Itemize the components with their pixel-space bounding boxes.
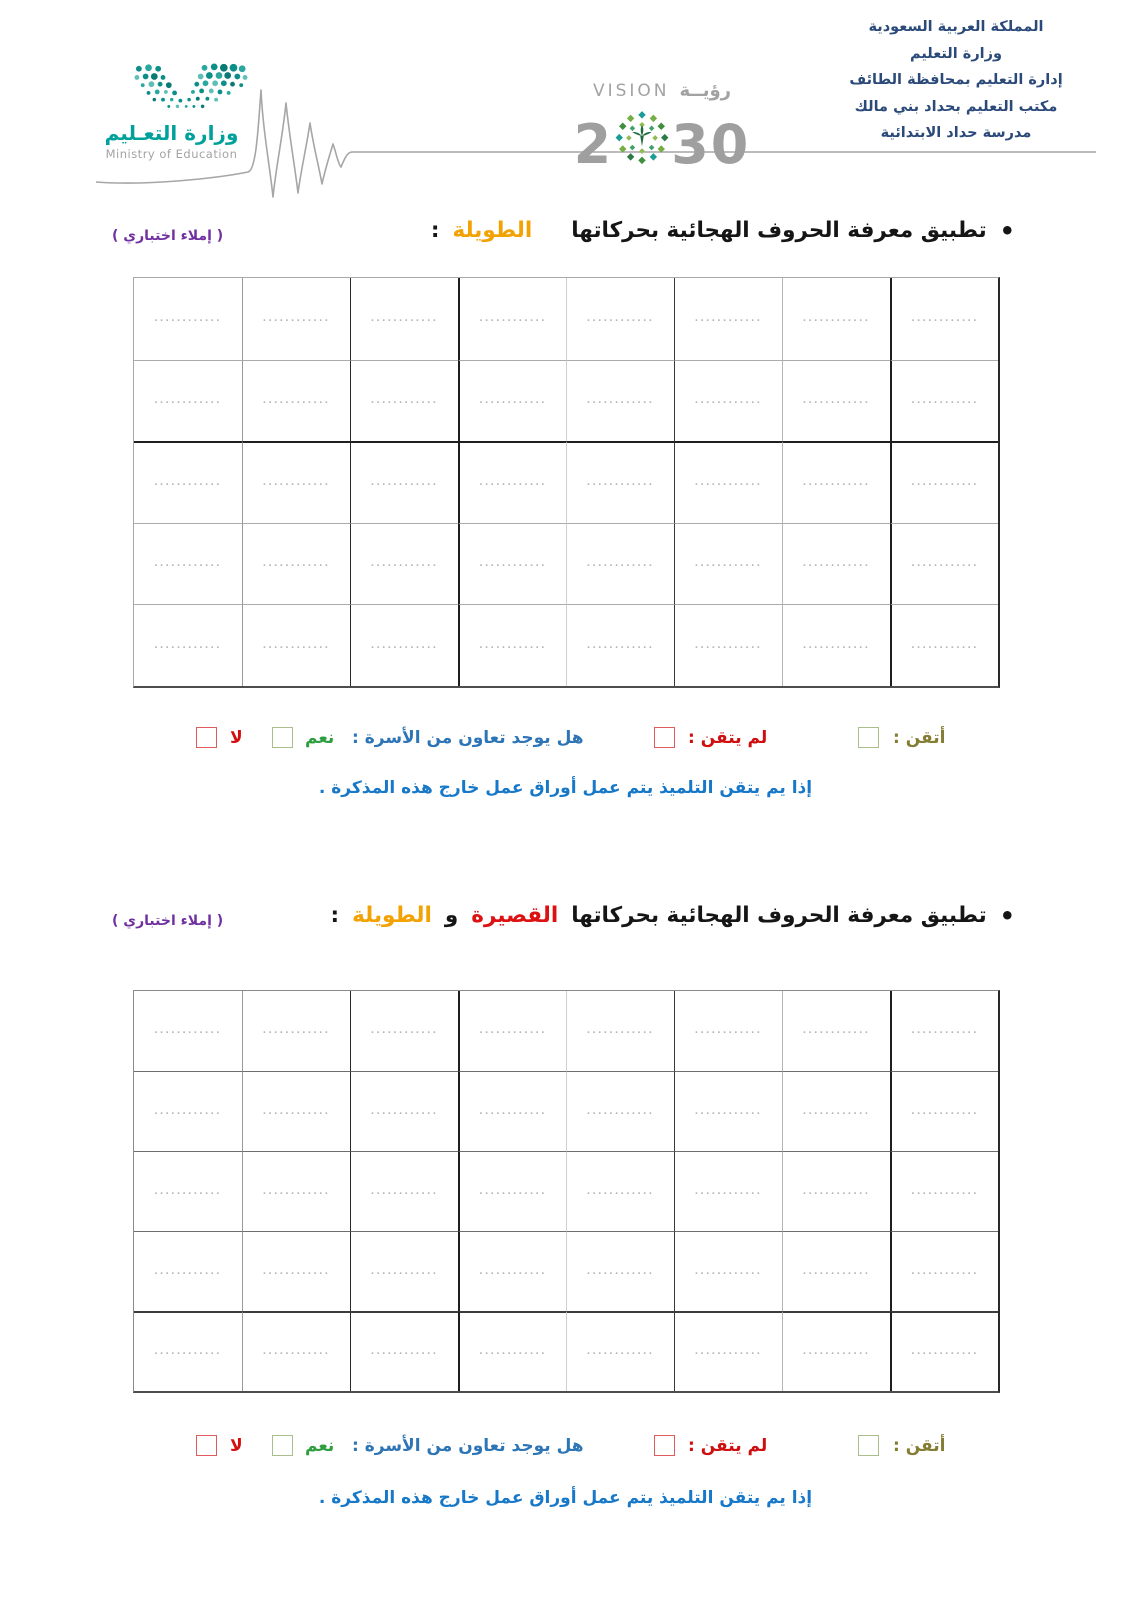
dotted-answer-line: ............ <box>479 313 547 324</box>
dotted-answer-line: ............ <box>370 640 439 651</box>
family-cooperation-question: هل يوجد تعاون من الأسرة : <box>352 1436 584 1456</box>
family-cooperation-question: هل يوجد تعاون من الأسرة : <box>352 728 584 748</box>
vision-digit-2: 2 <box>573 113 614 177</box>
not-mastered-label: لم يتقن : <box>688 728 768 748</box>
dotted-answer-line: ............ <box>694 313 763 324</box>
dotted-answer-line: ............ <box>802 1347 871 1357</box>
remediation-note: إذا يم يتقن التلميذ يتم عمل أوراق عمل خارج هذه المذكرة . <box>318 1488 813 1508</box>
grid-cell[interactable] <box>458 991 566 1071</box>
dotted-answer-line: ............ <box>586 1026 655 1036</box>
grid-cell[interactable] <box>134 1071 242 1151</box>
dotted-answer-line: ............ <box>911 1186 979 1197</box>
family-no-checkbox[interactable] <box>196 727 217 748</box>
dotted-answer-line: ............ <box>911 1026 979 1036</box>
grid-cell[interactable] <box>674 991 782 1071</box>
grid-cell[interactable] <box>134 1231 242 1311</box>
vision-digit-30: 30 <box>671 113 751 177</box>
grid-cell[interactable] <box>350 604 458 686</box>
grid-cell[interactable] <box>458 1311 566 1391</box>
grid-cell[interactable] <box>674 278 782 360</box>
grid-cell[interactable] <box>242 1151 350 1231</box>
vision-emblem-icon <box>614 102 670 168</box>
grid-cell[interactable] <box>458 441 566 523</box>
dotted-answer-line: ............ <box>911 395 979 406</box>
grid-cell[interactable] <box>458 360 566 442</box>
grid-cell[interactable] <box>674 523 782 605</box>
heading-red-word: القصيرة <box>471 903 559 928</box>
grid-cell[interactable] <box>890 1071 998 1151</box>
grid-cell[interactable] <box>242 991 350 1071</box>
section-heading <box>331 903 1015 928</box>
mastered-checkbox[interactable] <box>858 727 879 748</box>
dotted-answer-line: ............ <box>262 1266 331 1277</box>
vision-year <box>556 102 768 177</box>
grid-cell[interactable] <box>674 1071 782 1151</box>
family-yes-checkbox[interactable] <box>272 727 293 748</box>
grid-cell[interactable] <box>674 1151 782 1231</box>
grid-cell[interactable] <box>890 991 998 1071</box>
vision-latin-text: VISION <box>592 80 670 101</box>
dotted-answer-line: ............ <box>802 640 871 651</box>
gov-header-line: إدارة التعليم بمحافظة الطائف <box>849 72 1063 88</box>
not-mastered-checkbox[interactable] <box>654 727 675 748</box>
grid-cell[interactable] <box>674 1231 782 1311</box>
no-label: لا <box>230 1436 243 1456</box>
exam-type-note: ( إملاء اختباري ) <box>112 228 224 244</box>
grid-cell[interactable] <box>242 1311 350 1391</box>
grid-cell[interactable] <box>782 1231 890 1311</box>
grid-cell[interactable] <box>242 441 350 523</box>
grid-cell[interactable] <box>890 1151 998 1231</box>
dotted-answer-line: ............ <box>694 1106 763 1117</box>
grid-cell[interactable] <box>350 441 458 523</box>
dotted-answer-line: ............ <box>802 395 871 406</box>
dotted-answer-line: ............ <box>154 477 222 488</box>
grid-cell[interactable] <box>566 523 674 605</box>
grid-cell[interactable] <box>458 1231 566 1311</box>
grid-cell[interactable] <box>134 1151 242 1231</box>
dotted-answer-line: ............ <box>586 313 655 324</box>
grid-cell[interactable] <box>134 278 242 360</box>
assessment-row <box>0 1430 1131 1464</box>
dotted-answer-line: ............ <box>370 477 439 488</box>
yes-label: نعم <box>305 728 335 748</box>
dotted-answer-line: ............ <box>911 1347 979 1357</box>
dotted-answer-line: ............ <box>154 1266 222 1277</box>
grid-cell[interactable] <box>782 991 890 1071</box>
dotted-answer-line: ............ <box>802 477 871 488</box>
dotted-answer-line: ............ <box>586 559 655 570</box>
dotted-answer-line: ............ <box>802 559 871 570</box>
not-mastered-label: لم يتقن : <box>688 1436 768 1456</box>
heading-orange-word: الطويلة <box>452 218 533 243</box>
dotted-answer-line: ............ <box>154 1186 222 1197</box>
dotted-answer-line: ............ <box>479 1266 547 1277</box>
grid-cell[interactable] <box>350 1071 458 1151</box>
dotted-answer-line: ............ <box>262 477 331 488</box>
dotted-answer-line: ............ <box>370 1026 439 1036</box>
dotted-answer-line: ............ <box>154 1347 222 1357</box>
grid-cell[interactable] <box>134 523 242 605</box>
dotted-answer-line: ............ <box>694 1026 763 1036</box>
dotted-answer-line: ............ <box>262 1106 331 1117</box>
dotted-answer-line: ............ <box>154 1026 222 1036</box>
dotted-answer-line: ............ <box>262 1347 331 1357</box>
dotted-answer-line: ............ <box>154 640 222 651</box>
grid-cell[interactable] <box>242 523 350 605</box>
dotted-answer-line: ............ <box>802 313 871 324</box>
grid-cell[interactable] <box>566 278 674 360</box>
dotted-answer-line: ............ <box>586 477 655 488</box>
grid-cell[interactable] <box>458 604 566 686</box>
dotted-answer-line: ............ <box>154 395 222 406</box>
not-mastered-checkbox[interactable] <box>654 1435 675 1456</box>
grid-cell[interactable] <box>242 1231 350 1311</box>
ministry-emblem-icon <box>132 62 250 118</box>
grid-cell[interactable] <box>674 441 782 523</box>
dotted-answer-line: ............ <box>370 1186 439 1197</box>
gov-header-line: مدرسة حداد الابتدائية <box>880 125 1032 141</box>
grid-cell[interactable] <box>890 441 998 523</box>
mastered-checkbox[interactable] <box>858 1435 879 1456</box>
gov-header-line: مكتب التعليم بحداد بني مالك <box>854 98 1058 115</box>
grid-cell[interactable] <box>350 360 458 442</box>
grid-cell[interactable] <box>782 1071 890 1151</box>
assessment-row <box>0 722 1131 756</box>
dotted-answer-line: ............ <box>262 559 331 570</box>
grid-cell[interactable] <box>458 278 566 360</box>
dotted-answer-line: ............ <box>586 395 655 406</box>
exam-type-note: ( إملاء اختباري ) <box>112 913 224 929</box>
bullet-icon: • <box>999 901 1015 930</box>
grid-cell[interactable] <box>350 278 458 360</box>
dotted-answer-line: ............ <box>370 1106 439 1117</box>
gov-header-line: وزارة التعليم <box>909 45 1002 62</box>
grid-cell[interactable] <box>458 523 566 605</box>
grid-cell[interactable] <box>350 1231 458 1311</box>
grid-cell[interactable] <box>674 1311 782 1391</box>
dotted-answer-line: ............ <box>262 313 331 324</box>
grid-cell[interactable] <box>350 1311 458 1391</box>
grid-cell[interactable] <box>242 1071 350 1151</box>
dotted-answer-line: ............ <box>911 1266 979 1277</box>
grid-cell[interactable] <box>350 991 458 1071</box>
dotted-answer-line: ............ <box>911 477 979 488</box>
grid-cell[interactable] <box>890 523 998 605</box>
dotted-answer-line: ............ <box>479 1186 547 1197</box>
yes-label: نعم <box>305 1436 335 1456</box>
grid-cell[interactable] <box>890 1311 998 1391</box>
dotted-answer-line: ............ <box>586 640 655 651</box>
heading-colon: : <box>430 218 440 243</box>
dotted-answer-line: ............ <box>370 1347 439 1357</box>
dotted-answer-line: ............ <box>479 640 547 651</box>
grid-cell[interactable] <box>566 1071 674 1151</box>
dotted-answer-line: ............ <box>479 477 547 488</box>
dotted-answer-line: ............ <box>479 395 547 406</box>
grid-cell[interactable] <box>242 604 350 686</box>
grid-cell[interactable] <box>566 1311 674 1391</box>
dotted-answer-line: ............ <box>694 395 763 406</box>
dotted-answer-line: ............ <box>370 1266 439 1277</box>
dotted-answer-line: ............ <box>586 1106 655 1117</box>
grid-cell[interactable] <box>674 360 782 442</box>
grid-cell[interactable] <box>350 1151 458 1231</box>
dotted-answer-line: ............ <box>370 395 439 406</box>
vision-arabic-text: رؤيــة <box>679 80 732 101</box>
dotted-answer-line: ............ <box>586 1347 655 1357</box>
heading-text: تطبيق معرفة الحروف الهجائية بحركاتها <box>571 903 987 928</box>
gov-header-line: المملكة العربية السعودية <box>868 19 1044 35</box>
grid-cell[interactable] <box>566 1151 674 1231</box>
dotted-answer-line: ............ <box>370 559 439 570</box>
dotted-answer-line: ............ <box>802 1106 871 1117</box>
dotted-answer-line: ............ <box>370 313 439 324</box>
grid-cell[interactable] <box>134 360 242 442</box>
grid-cell[interactable] <box>782 1151 890 1231</box>
grid-cell[interactable] <box>782 1311 890 1391</box>
family-yes-checkbox[interactable] <box>272 1435 293 1456</box>
grid-cell[interactable] <box>458 1151 566 1231</box>
heading-conjunction: و <box>444 903 459 928</box>
dictation-grid <box>133 990 1000 1393</box>
dotted-answer-line: ............ <box>802 1026 871 1036</box>
grid-cell[interactable] <box>782 441 890 523</box>
grid-cell[interactable] <box>782 604 890 686</box>
grid-cell[interactable] <box>242 360 350 442</box>
dotted-answer-line: ............ <box>262 395 331 406</box>
grid-cell[interactable] <box>566 1231 674 1311</box>
ministry-logo-english-text: Ministry of Education <box>105 147 238 161</box>
dotted-answer-line: ............ <box>479 1347 547 1357</box>
grid-cell[interactable] <box>890 360 998 442</box>
bullet-icon: • <box>999 216 1015 245</box>
section-heading <box>431 218 1015 243</box>
dotted-answer-line: ............ <box>802 1266 871 1277</box>
dotted-answer-line: ............ <box>262 1186 331 1197</box>
grid-cell[interactable] <box>566 360 674 442</box>
grid-cell[interactable] <box>134 441 242 523</box>
grid-cell[interactable] <box>674 604 782 686</box>
grid-cell[interactable] <box>782 278 890 360</box>
dotted-answer-line: ............ <box>154 313 222 324</box>
dotted-answer-line: ............ <box>479 1026 547 1036</box>
dotted-answer-line: ............ <box>262 640 331 651</box>
dotted-answer-line: ............ <box>479 1106 547 1117</box>
vision-logo-wordmark <box>556 80 768 101</box>
grid-cell[interactable] <box>890 278 998 360</box>
mastered-label: أتقن : <box>893 728 946 748</box>
no-label: لا <box>230 728 243 748</box>
dotted-answer-line: ............ <box>154 1106 222 1117</box>
dotted-answer-line: ............ <box>694 477 763 488</box>
vision-2030-logo <box>556 80 768 177</box>
heading-orange-word: الطويلة <box>352 903 432 928</box>
grid-cell[interactable] <box>134 991 242 1071</box>
grid-cell[interactable] <box>782 360 890 442</box>
dotted-answer-line: ............ <box>802 1186 871 1197</box>
grid-cell[interactable] <box>350 523 458 605</box>
family-no-checkbox[interactable] <box>196 1435 217 1456</box>
dotted-answer-line: ............ <box>911 313 979 324</box>
dotted-answer-line: ............ <box>694 1266 763 1277</box>
grid-cell[interactable] <box>242 278 350 360</box>
heading-colon: : <box>330 903 340 928</box>
dotted-answer-line: ............ <box>911 640 979 651</box>
grid-cell[interactable] <box>458 1071 566 1151</box>
grid-cell[interactable] <box>890 604 998 686</box>
dotted-answer-line: ............ <box>262 1026 331 1036</box>
grid-cell[interactable] <box>782 523 890 605</box>
dotted-answer-line: ............ <box>694 640 763 651</box>
ministry-logo-arabic-text: وزارة التعـليم <box>104 121 239 145</box>
gov-header <box>812 14 1100 147</box>
mastered-label: أتقن : <box>893 1436 946 1456</box>
dotted-answer-line: ............ <box>586 1186 655 1197</box>
grid-cell[interactable] <box>134 604 242 686</box>
grid-cell[interactable] <box>890 1231 998 1311</box>
ministry-logo <box>84 62 259 161</box>
grid-cell[interactable] <box>566 441 674 523</box>
dotted-answer-line: ............ <box>911 1106 979 1117</box>
grid-cell[interactable] <box>134 1311 242 1391</box>
dotted-answer-line: ............ <box>911 559 979 570</box>
dotted-answer-line: ............ <box>154 559 222 570</box>
heading-text: تطبيق معرفة الحروف الهجائية بحركاتها <box>571 218 987 243</box>
grid-cell[interactable] <box>566 604 674 686</box>
dotted-answer-line: ............ <box>694 1347 763 1357</box>
dotted-answer-line: ............ <box>479 559 547 570</box>
dotted-answer-line: ............ <box>586 1266 655 1277</box>
remediation-note: إذا يم يتقن التلميذ يتم عمل أوراق عمل خارج هذه المذكرة . <box>318 778 813 798</box>
dictation-grid <box>133 277 1000 688</box>
grid-cell[interactable] <box>566 991 674 1071</box>
dotted-answer-line: ............ <box>694 559 763 570</box>
dotted-answer-line: ............ <box>694 1186 763 1197</box>
